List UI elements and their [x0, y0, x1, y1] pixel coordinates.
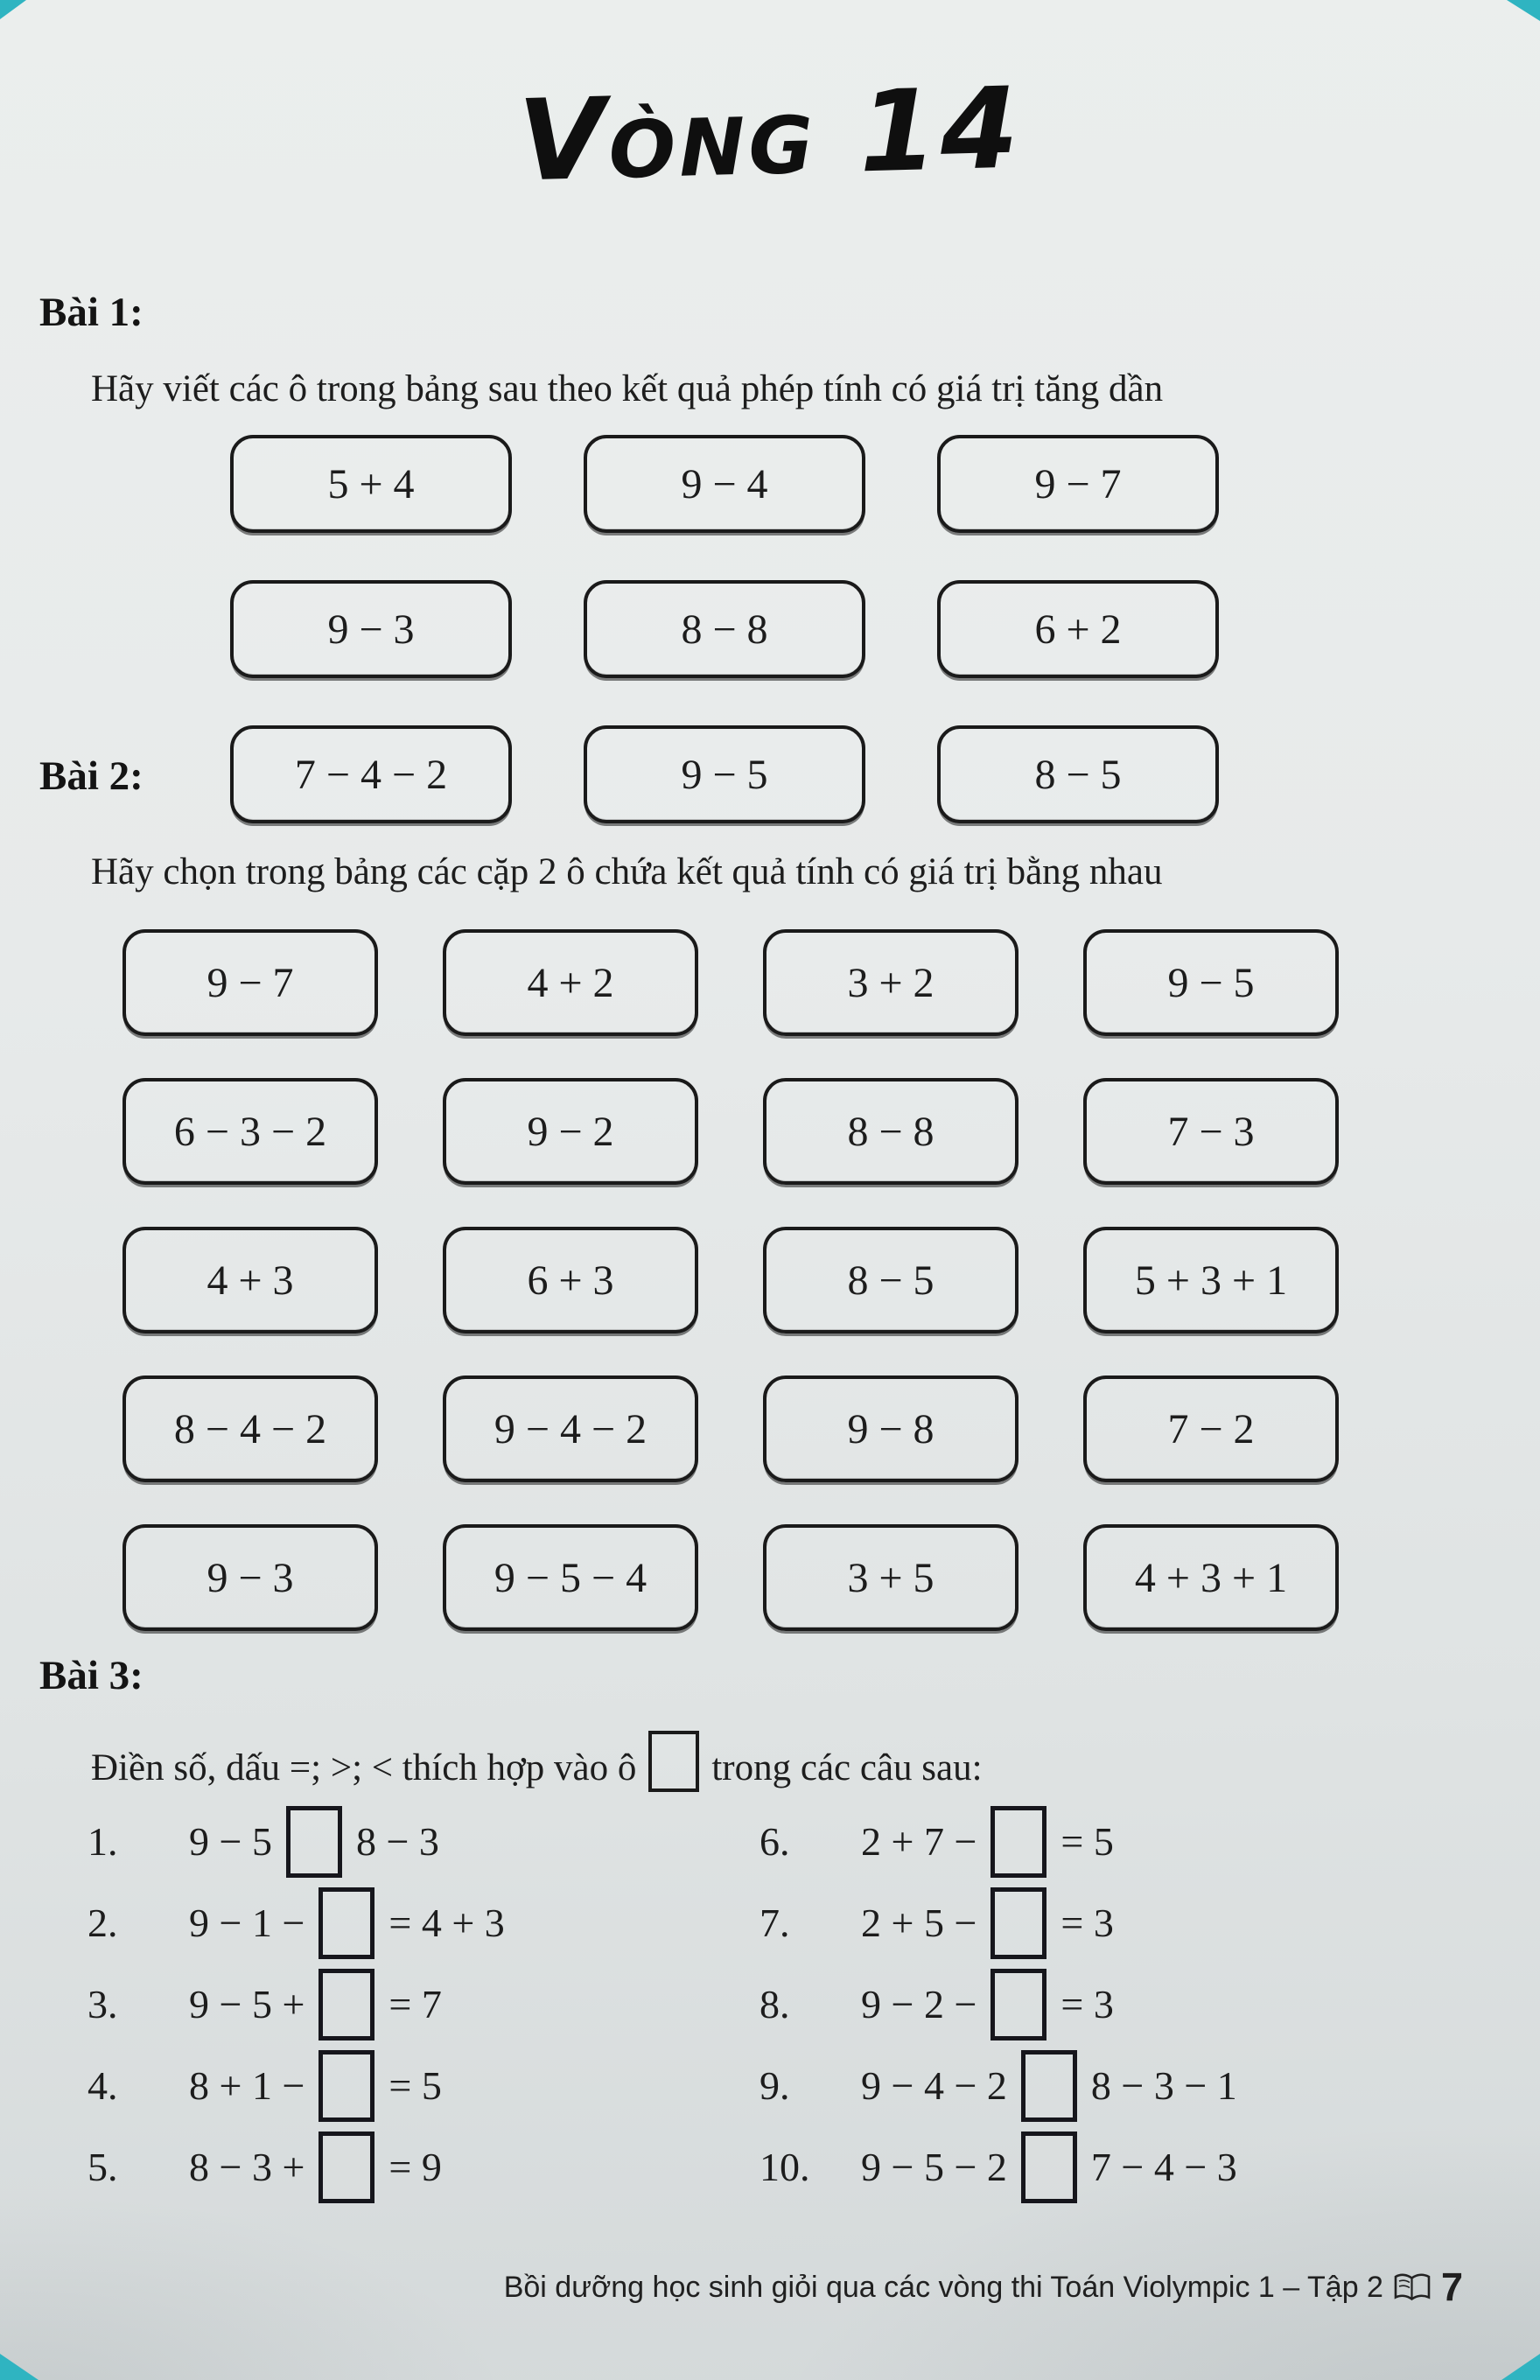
- expression-card: 8 − 4 − 2: [122, 1376, 378, 1482]
- expression-left: 9 − 1 −: [189, 1900, 305, 1945]
- expression-card: 9 − 5 − 4: [443, 1524, 698, 1631]
- expression-right: = 3: [1060, 1982, 1114, 2026]
- item-number: 8.: [760, 1982, 790, 2026]
- expression-card: 9 − 7: [937, 435, 1219, 533]
- exercise3-items-left: [88, 1801, 505, 2208]
- scan-corner-accent: [0, 0, 26, 19]
- expression-right: 7 − 4 − 3: [1090, 2145, 1237, 2189]
- exercise3-items-right: [760, 1801, 1237, 2208]
- expression-card: 7 − 3: [1083, 1078, 1339, 1185]
- expression-right: = 5: [1060, 1819, 1114, 1864]
- item-number: 6.: [760, 1819, 790, 1864]
- expression-card: 6 + 2: [937, 580, 1219, 678]
- fill-in-item: [88, 2045, 505, 2126]
- expression-left: 2 + 5 −: [861, 1900, 977, 1945]
- expression-left: 8 − 3 +: [189, 2145, 305, 2189]
- fill-in-item: [760, 1801, 1237, 1882]
- fill-in-item: [88, 1801, 505, 1882]
- fill-in-item: [88, 1964, 505, 2045]
- exercise3-instruction-after: trong các câu sau:: [711, 1747, 983, 1788]
- open-book-icon: [1394, 2272, 1431, 2302]
- exercise3-instruction: [91, 1731, 983, 1792]
- page-number: 7: [1440, 2264, 1463, 2309]
- expression-right: 8 − 3: [355, 1819, 439, 1864]
- expression-card: 5 + 3 + 1: [1083, 1227, 1339, 1334]
- expression-card: 3 + 2: [763, 929, 1018, 1036]
- expression-card: 7 − 4 − 2: [230, 725, 512, 823]
- answer-box: [990, 1806, 1046, 1878]
- item-number: 7.: [760, 1900, 790, 1945]
- answer-box: [990, 1887, 1046, 1959]
- exercise3-instruction-before: Điền số, dấu =; >; < thích hợp vào ô: [91, 1747, 637, 1788]
- exercise2-heading: Bài 2:: [39, 753, 144, 799]
- expression-card: 9 − 5: [584, 725, 865, 823]
- expression-card: 3 + 5: [763, 1524, 1018, 1631]
- answer-box: [318, 2050, 374, 2122]
- answer-box: [648, 1731, 699, 1792]
- expression-left: 9 − 5 − 2: [861, 2145, 1007, 2189]
- footer-text: Bồi dưỡng học sinh giỏi qua các vòng thi Toán Violympic 1 – Tập 2: [503, 2270, 1383, 2304]
- expression-card: 4 + 2: [443, 929, 698, 1036]
- item-number: 4.: [88, 2063, 118, 2108]
- exercise1-heading: Bài 1:: [39, 290, 144, 335]
- expression-card: 7 − 2: [1083, 1376, 1339, 1482]
- exercise2-board: [122, 929, 1339, 1631]
- expression-left: 9 − 2 −: [861, 1982, 977, 2026]
- expression-card: 9 − 5: [1083, 929, 1339, 1036]
- fill-in-item: [760, 2126, 1237, 2208]
- expression-card: 9 − 7: [122, 929, 378, 1036]
- expression-card: 9 − 3: [230, 580, 512, 678]
- expression-left: 9 − 5 +: [189, 1982, 305, 2026]
- fill-in-item: [88, 1882, 505, 1964]
- scan-corner-accent: [1502, 2354, 1540, 2380]
- expression-card: 9 − 4: [584, 435, 865, 533]
- answer-box: [286, 1806, 342, 1878]
- expression-card: 8 − 8: [763, 1078, 1018, 1185]
- expression-left: 8 + 1 −: [189, 2063, 305, 2108]
- answer-box: [990, 1969, 1046, 2040]
- expression-card: 5 + 4: [230, 435, 512, 533]
- expression-right: = 5: [388, 2063, 442, 2108]
- expression-card: 8 − 5: [763, 1227, 1018, 1334]
- exercise2-instruction: Hãy chọn trong bảng các cặp 2 ô chứa kết quả tính có giá trị bằng nhau: [91, 851, 1163, 892]
- item-number: 2.: [88, 1900, 118, 1945]
- expression-right: = 3: [1060, 1900, 1114, 1945]
- page-footer: [504, 2264, 1463, 2310]
- expression-card: 6 + 3: [443, 1227, 698, 1334]
- expression-right: = 9: [388, 2145, 442, 2189]
- exercise3-heading: Bài 3:: [39, 1653, 144, 1698]
- page-title: Vòng 14: [516, 63, 1024, 207]
- expression-card: 4 + 3 + 1: [1083, 1524, 1339, 1631]
- fill-in-item: [88, 2126, 505, 2208]
- expression-card: 9 − 8: [763, 1376, 1018, 1482]
- item-number: 9.: [760, 2063, 790, 2108]
- fill-in-item: [760, 2045, 1237, 2126]
- fill-in-item: [760, 1882, 1237, 1964]
- expression-right: 8 − 3 − 1: [1090, 2063, 1237, 2108]
- expression-left: 2 + 7 −: [861, 1819, 977, 1864]
- expression-left: 9 − 5: [189, 1819, 272, 1864]
- expression-card: 9 − 3: [122, 1524, 378, 1631]
- answer-box: [1021, 2132, 1077, 2203]
- expression-card: 4 + 3: [122, 1227, 378, 1334]
- expression-card: 6 − 3 − 2: [122, 1078, 378, 1185]
- answer-box: [318, 2132, 374, 2203]
- expression-right: = 7: [388, 1982, 442, 2026]
- exercise1-board: [230, 435, 1219, 823]
- item-number: 3.: [88, 1982, 118, 2026]
- expression-card: 9 − 4 − 2: [443, 1376, 698, 1482]
- expression-left: 9 − 4 − 2: [861, 2063, 1007, 2108]
- scan-corner-accent: [1507, 0, 1540, 21]
- answer-box: [1021, 2050, 1077, 2122]
- scan-corner-accent: [0, 2354, 38, 2380]
- exercise1-instruction: Hãy viết các ô trong bảng sau theo kết quả phép tính có giá trị tăng dần: [91, 368, 1164, 410]
- answer-box: [318, 1887, 374, 1959]
- expression-card: 8 − 8: [584, 580, 865, 678]
- expression-right: = 4 + 3: [388, 1900, 505, 1945]
- item-number: 5.: [88, 2145, 118, 2189]
- item-number: 1.: [88, 1819, 118, 1864]
- expression-card: 8 − 5: [937, 725, 1219, 823]
- expression-card: 9 − 2: [443, 1078, 698, 1185]
- answer-box: [318, 1969, 374, 2040]
- fill-in-item: [760, 1964, 1237, 2045]
- item-number: 10.: [760, 2145, 810, 2189]
